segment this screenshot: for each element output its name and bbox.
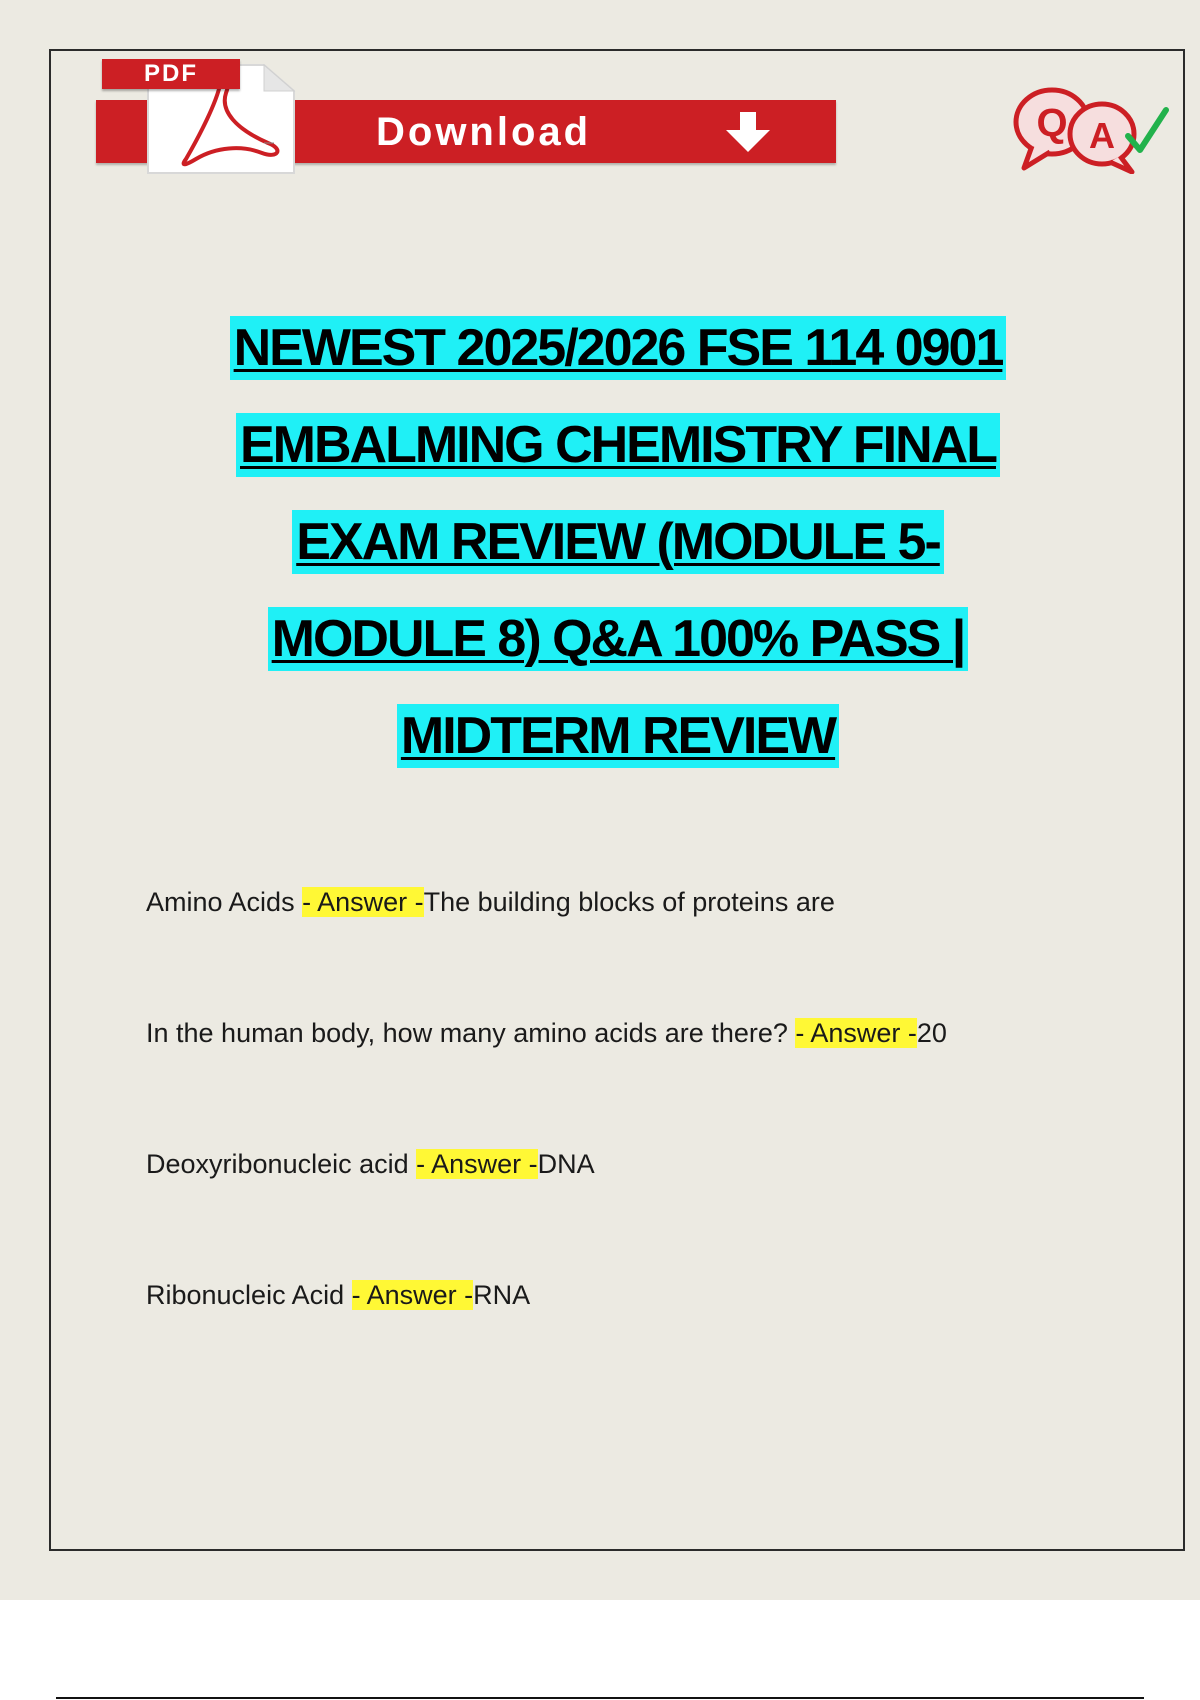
qa-logo-q: Q (1036, 101, 1068, 145)
answer-marker: - Answer - (351, 1280, 474, 1310)
qa-question: Amino Acids (146, 887, 303, 917)
answer-marker: - Answer - (416, 1149, 538, 1179)
title-line: NEWEST 2025/2026 FSE 114 0901 (230, 316, 1007, 380)
answer-marker: - Answer - (302, 887, 424, 917)
qa-item (146, 1273, 1146, 1317)
qa-question: Deoxyribonucleic acid (146, 1149, 417, 1179)
title-line: MODULE 8) Q&A 100% PASS | (268, 607, 969, 671)
title-line: MIDTERM REVIEW (397, 704, 839, 768)
qa-question: Ribonucleic Acid (146, 1280, 352, 1310)
qa-logo-icon (1010, 84, 1172, 174)
document-title (60, 316, 1176, 801)
download-label: Download (376, 109, 592, 154)
qa-list (146, 880, 1146, 1404)
qa-logo-a: A (1089, 115, 1115, 156)
qa-item (146, 880, 1146, 924)
pdf-download-banner[interactable] (96, 55, 592, 175)
qa-answer: 20 (916, 1018, 947, 1048)
qa-item (146, 1142, 1146, 1186)
pdf-tab-label: PDF (102, 59, 240, 89)
qa-answer: DNA (537, 1149, 595, 1179)
title-line: EXAM REVIEW (MODULE 5- (292, 510, 944, 574)
bottom-divider (56, 1697, 1144, 1699)
qa-answer: RNA (473, 1280, 531, 1310)
qa-question: In the human body, how many amino acids are there? (146, 1018, 796, 1048)
title-line: EMBALMING CHEMISTRY FINAL (236, 413, 1000, 477)
answer-marker: - Answer - (795, 1018, 917, 1048)
download-arrow-icon (720, 110, 776, 154)
qa-answer: The building blocks of proteins are (423, 887, 835, 917)
qa-item (146, 1011, 1146, 1055)
